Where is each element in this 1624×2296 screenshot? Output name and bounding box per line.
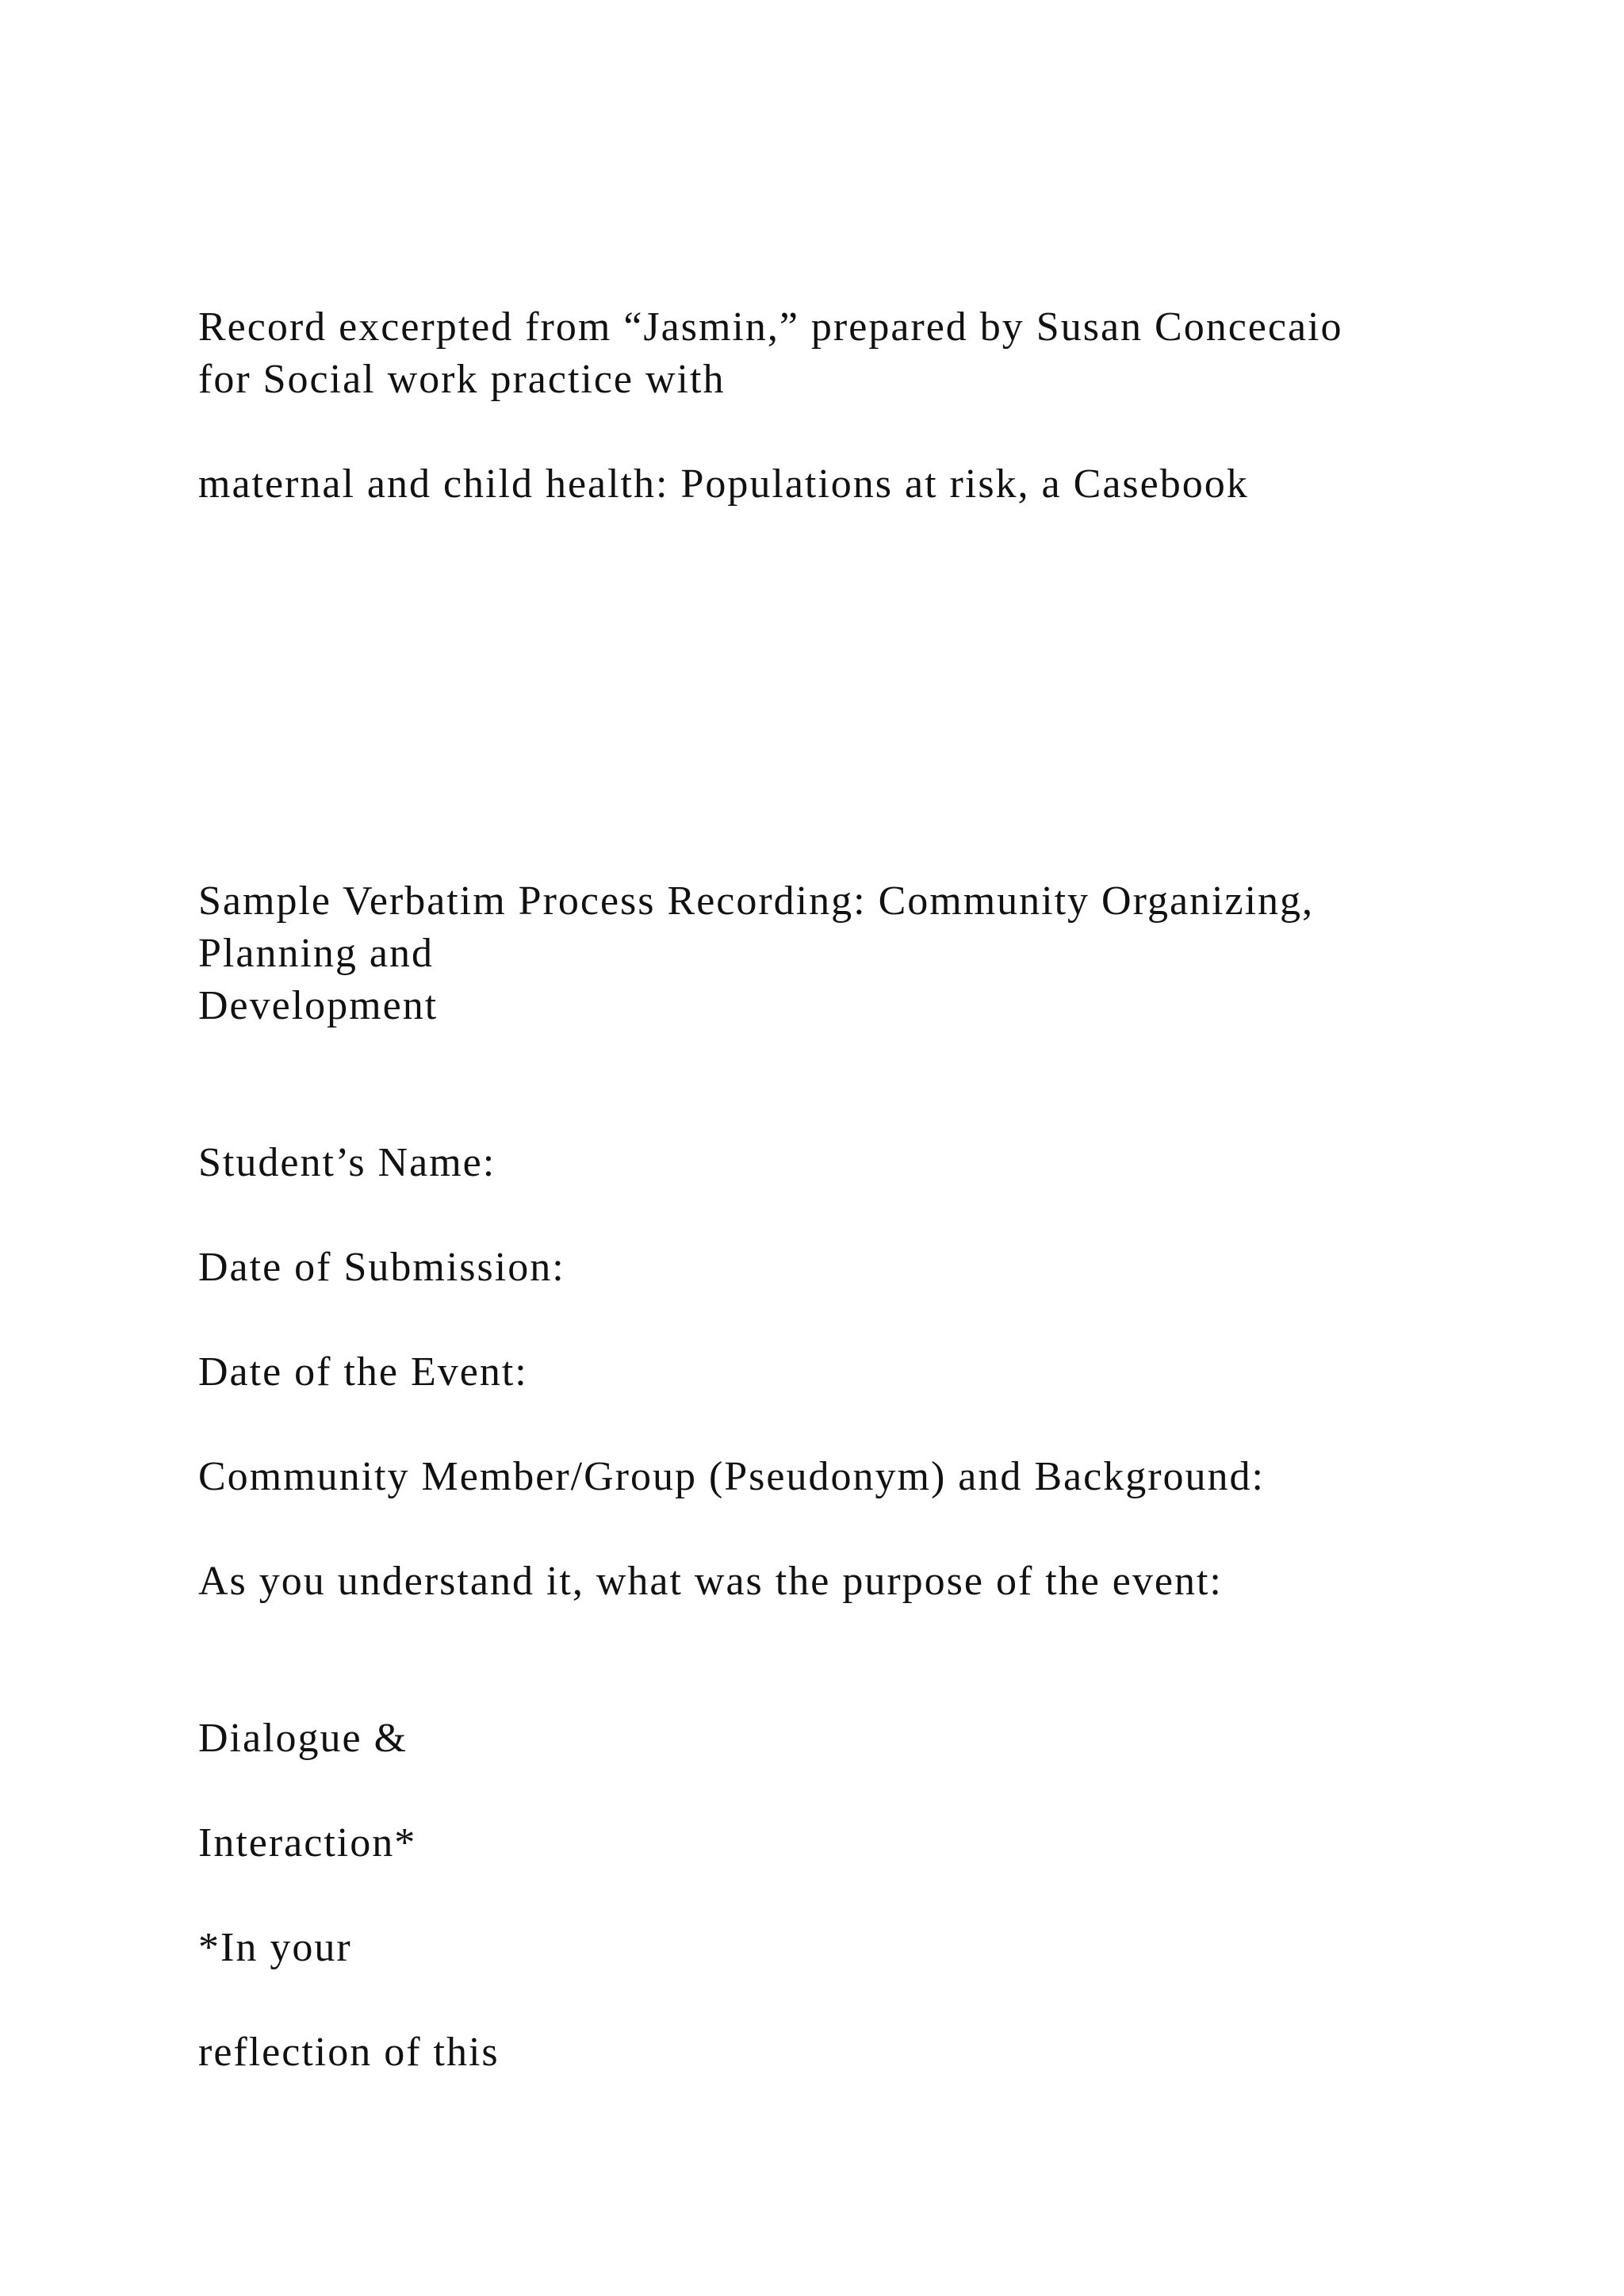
section-title-line-2: Planning and	[198, 931, 434, 976]
section-title-line-3: Development	[198, 983, 439, 1028]
intro-line-3: maternal and child health: Populations at risk, a Casebook	[198, 461, 1249, 507]
date-of-event-label: Date of the Event:	[198, 1349, 528, 1395]
intro-line-1: Record excerpted from “Jasmin,” prepared by Susan Concecaio	[198, 304, 1343, 350]
dialogue-line-3: *In your	[198, 1925, 352, 1970]
dialogue-line-4: reflection of this	[198, 2030, 500, 2075]
community-member-label: Community Member/Group (Pseudonym) and Background:	[198, 1454, 1265, 1499]
student-name-label: Student’s Name:	[198, 1140, 496, 1185]
dialogue-line-2: Interaction*	[198, 1820, 417, 1866]
intro-line-2: for Social work practice with	[198, 357, 726, 402]
event-purpose-label: As you understand it, what was the purpose of the event:	[198, 1559, 1223, 1604]
section-title-line-1: Sample Verbatim Process Recording: Community Organizing,	[198, 878, 1315, 924]
dialogue-line-1: Dialogue &	[198, 1716, 408, 1761]
date-of-submission-label: Date of Submission:	[198, 1245, 565, 1290]
